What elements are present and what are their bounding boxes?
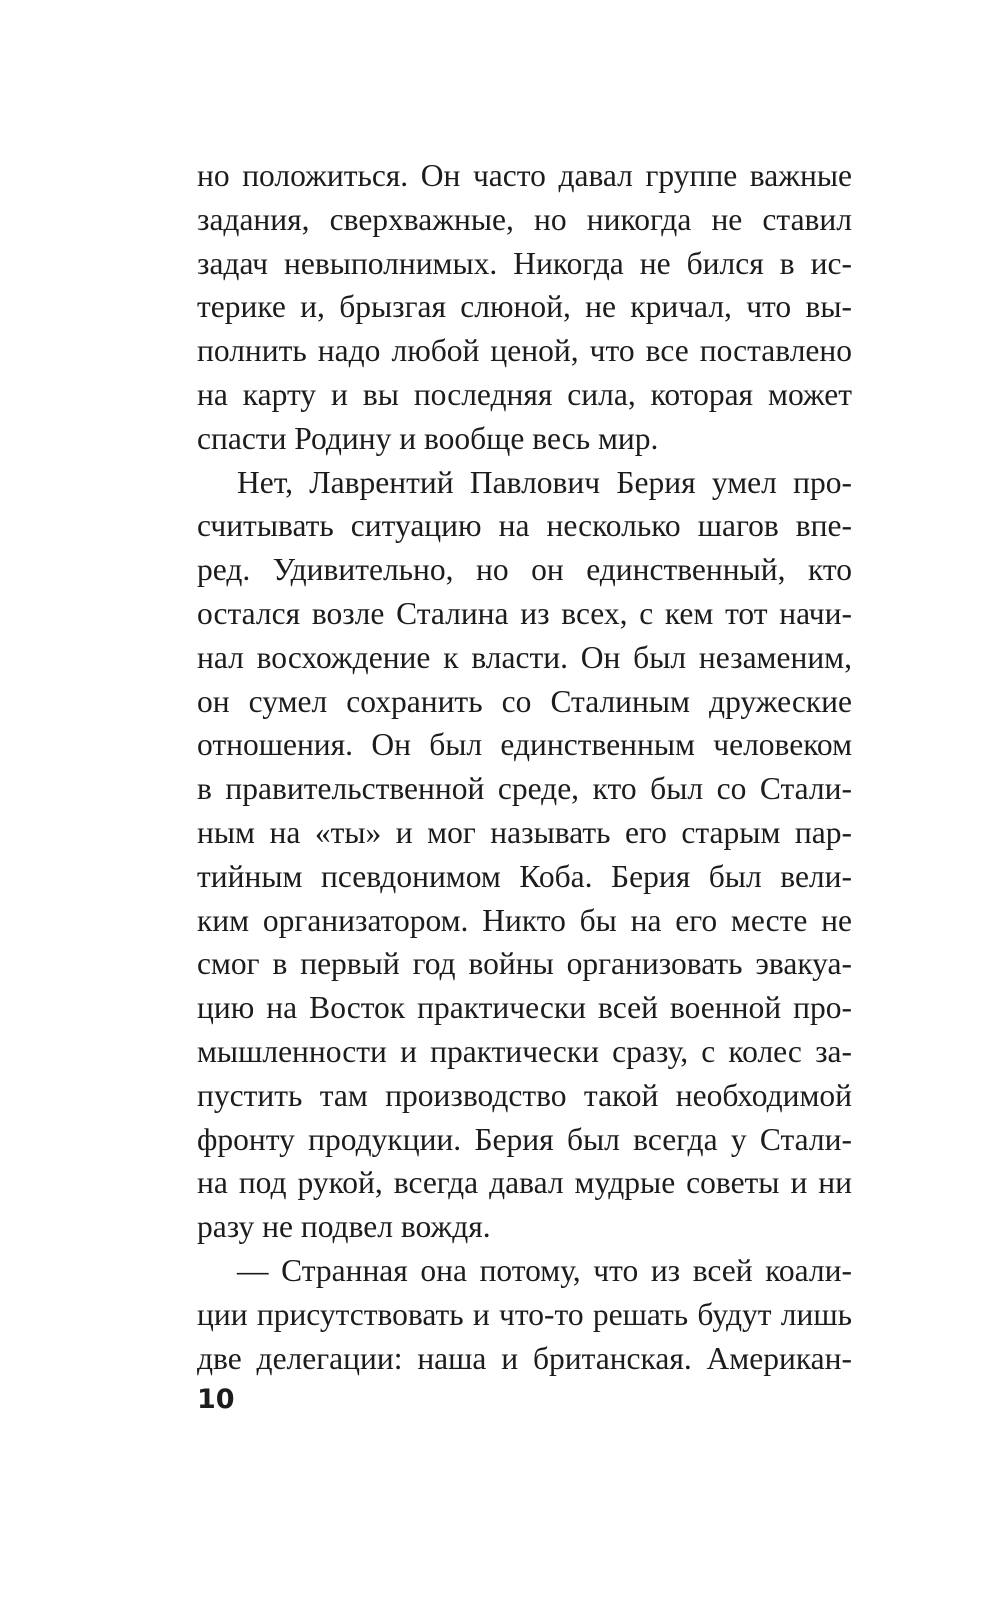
text-line: остался возле Сталина из всех, с кем тот начи- <box>197 595 852 631</box>
text-line: считывать ситуацию на несколько шагов впе- <box>197 508 852 544</box>
text-line: на под рукой, всегда давал мудрые советы и ни <box>197 1165 852 1201</box>
text-line: ным на «ты» и мог называть его старым пар- <box>197 814 852 850</box>
text-line: — Странная она потому, что из всей коали- <box>237 1252 852 1288</box>
text-line: тийным псевдонимом Коба. Берия был вели- <box>197 858 852 894</box>
text-line: смог в первый год войны организовать эвакуа- <box>197 946 852 982</box>
text-line: задач невыполнимых. Никогда не бился в ис- <box>197 245 852 281</box>
text-line: нал восхождение к власти. Он был незаменим, <box>197 639 852 675</box>
text-line: в правительственной среде, кто был со Стали- <box>197 771 852 807</box>
text-line: терике и, брызгая слюной, не кричал, что вы- <box>197 289 852 325</box>
text-line: мышленности и практически сразу, с колес за- <box>197 1033 852 1069</box>
text-line: полнить надо любой ценой, что все поставлено <box>197 333 852 369</box>
text-line: отношения. Он был единственным человеком <box>197 727 852 763</box>
text-line: Нет, Лаврентий Павлович Берия умел про- <box>237 464 852 500</box>
text-line: две делегации: наша и британская. Американ- <box>197 1340 852 1376</box>
text-line: на карту и вы последняя сила, которая может <box>197 376 852 412</box>
text-line: задания, сверхважные, но никогда не ставил <box>197 201 852 237</box>
body-text <box>197 154 852 1380</box>
text-line: ким организатором. Никто бы на его месте не <box>197 902 852 938</box>
text-line: он сумел сохранить со Сталиным дружеские <box>197 683 852 719</box>
page-number: 10 <box>197 1384 235 1415</box>
text-line: пустить там производство такой необходимой <box>197 1077 852 1113</box>
text-line: цию на Восток практически всей военной про- <box>197 990 852 1026</box>
text-line: но положиться. Он часто давал группе важные <box>197 158 852 193</box>
text-line: фронту продукции. Берия был всегда у Стали- <box>197 1121 852 1157</box>
text-line: ции присутствовать и что-то решать будут лишь <box>197 1296 852 1332</box>
text-line: разу не подвел вождя. <box>197 1209 491 1245</box>
text-line: ред. Удивительно, но он единственный, кто <box>197 552 852 588</box>
text-line: спасти Родину и вообще весь мир. <box>197 420 659 456</box>
